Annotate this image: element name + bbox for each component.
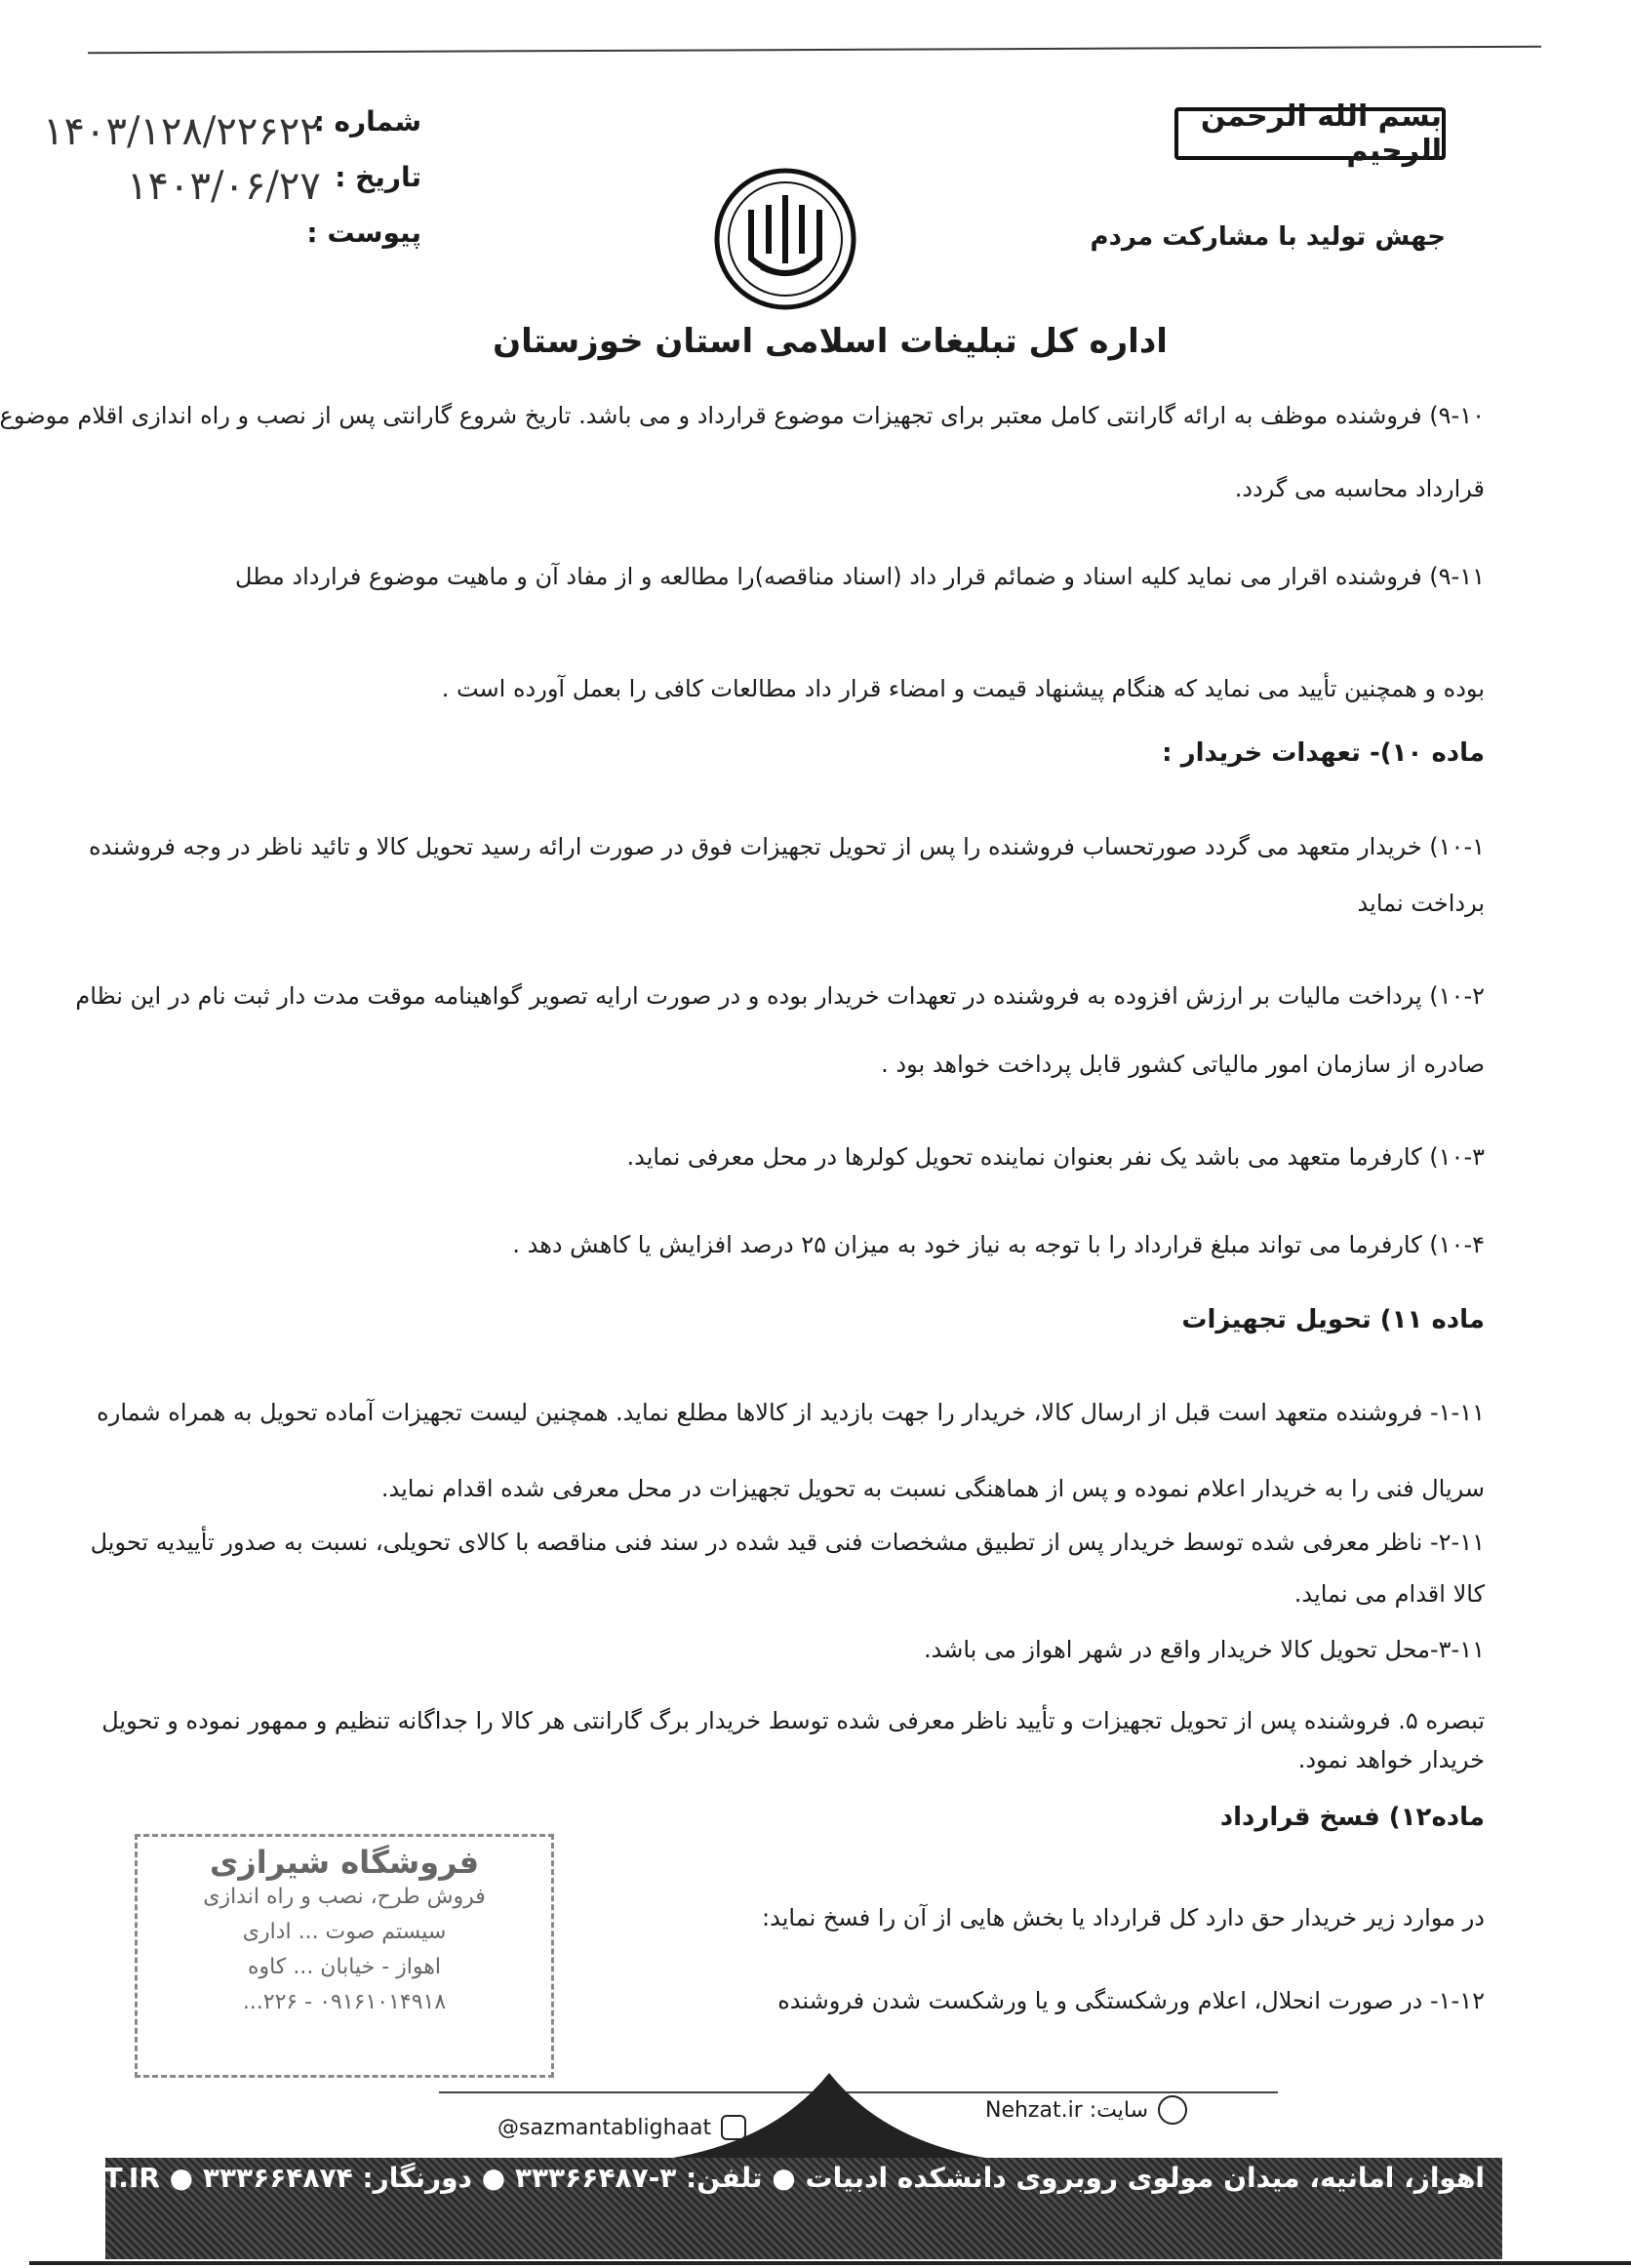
seller-stamp: [135, 1834, 554, 2078]
header-motto: جهش تولید با مشارکت مردم: [1090, 222, 1446, 252]
stamp-line: ۰۹۱۶۱۰۱۴۹۱۸ - ۲۲۶...: [242, 1990, 447, 2014]
article-11-title: ماده ۱۱) تحویل تجهیزات: [1181, 1305, 1485, 1334]
organization-title: اداره کل تبلیغات اسلامی استان خوزستان: [493, 322, 1168, 361]
globe-icon: [1158, 2095, 1187, 2125]
clause-11-3: ۳-۱۱-محل تحویل کالا خریدار واقع در شهر اهواز می باشد.: [923, 1636, 1485, 1663]
stamp-line: فروش طرح، نصب و راه اندازی: [203, 1885, 486, 1909]
clause-11-1-line1: ۱-۱۱- فروشنده متعهد است قبل از ارسال کالا، خریدار را جهت بازدید از کالاها مطلع نماید. همچنین لیست تجهیزات آماده تحویل به همراه شماره: [97, 1399, 1485, 1426]
header-rule: [88, 46, 1541, 55]
article-12-title: ماده۱۲) فسخ قرارداد: [1219, 1803, 1485, 1832]
clause-11-2-line1: ۲-۱۱- ناظر معرفی شده توسط خریدار پس از تطبیق مشخصات فنی قید شده در سند فنی مناقصه با کالای تحویلی، نسبت به صدور تأییدیه تحویل: [90, 1529, 1485, 1556]
clause-10-1-line1: ۱۰-۱) خریدار متعهد می گردد صورتحساب فروشنده را پس از تحویل تجهیزات فوق در صورت ارائه رسید تحویل کالا و تائید ناظر در وجه فروشنده: [89, 833, 1485, 860]
bismillah-calligraphy: بسم الله الرحمن الرحیم: [1174, 107, 1446, 160]
clause-9-11-line2: بوده و همچنین تأیید می نماید که هنگام پیشنهاد قیمت و امضاء قرار داد مطالعات کافی را بعمل آورده است .: [441, 675, 1485, 702]
note-5-line1: تبصره ۵. فروشنده پس از تحویل تجهیزات و تأیید ناظر معرفی شده توسط خریدار برگ گارانتی هر کالا را جداگانه تنظیم و ممهور نموده و تحویل: [101, 1707, 1485, 1734]
stamp-line: فروشگاه شیرازی: [209, 1844, 480, 1881]
date-label: تاریخ :: [335, 161, 421, 193]
note-5-line2: خریدار خواهد نمود.: [1297, 1746, 1485, 1773]
clause-12-1: ۱-۱۲- در صورت انحلال، اعلام ورشکستگی و یا ورشکست شدن فروشنده: [777, 1987, 1485, 2014]
clause-9-10-line1: ۹-۱۰) فروشنده موظف به ارائه گارانتی کامل معتبر برای تجهیزات موضوع قرارداد و می باشد. تاریخ شروع گارانتی پس از نصب و راه اندازی اقلام موضوع: [0, 402, 1485, 429]
clause-12-intro: در موارد زیر خریدار حق دارد کل قرارداد یا بخش هایی از آن را فسخ نماید:: [762, 1904, 1485, 1931]
stamp-line: اهواز - خیابان ... کاوه: [248, 1955, 441, 1979]
article-10-title: ماده ۱۰)- تعهدات خریدار :: [1162, 738, 1485, 768]
clause-10-2-line1: ۱۰-۲) پرداخت مالیات بر ارزش افزوده به فروشنده در تعهدات خریدار بوده و در صورت ارایه تصویر گواهینامه موقت مدت دار ثبت نام در این نظام: [75, 982, 1485, 1010]
page-bottom-edge: [29, 2261, 1631, 2265]
clause-9-10-line2: قرارداد محاسبه می گردد.: [1234, 475, 1485, 502]
date-handwritten: ۱۴۰۳/۰۶/۲۷: [127, 164, 321, 209]
stamp-line: سیستم صوت ... اداری: [242, 1920, 447, 1944]
clause-11-2-line2: کالا اقدام می نماید.: [1293, 1580, 1485, 1608]
instagram-handle: @sazmantablighaat: [497, 2115, 712, 2140]
clause-10-2-line2: صادره از سازمان امور مالیاتی کشور قابل پرداخت خواهد بود .: [881, 1051, 1485, 1078]
clause-10-4: ۱۰-۴) کارفرما می تواند مبلغ قرارداد را با توجه به نیاز خود به میزان ۲۵ درصد افزایش یا کاهش دهد .: [512, 1231, 1485, 1258]
clause-11-1-line2: سریال فنی را به خریدار اعلام نموده و پس از هماهنگی نسبت به تحویل تجهیزات در محل معرفی شده اقدام نماید.: [380, 1475, 1485, 1502]
footer-website[interactable]: [985, 2095, 1187, 2125]
number-label: شماره :: [313, 105, 421, 138]
organization-logo-icon: [712, 166, 858, 312]
footer-instagram[interactable]: [497, 2115, 746, 2140]
number-handwritten: ۱۴۰۳/۱۲۸/۲۲۶۲۲: [43, 109, 321, 154]
footer-address: اهواز، امانیه، میدان مولوی روبروی دانشکده ادبیات ● تلفن: ۳-۳۳۳۶۶۴۸۷ ● دورنگار: ۳۳۳۶۶۴۸۷۴ ● NEHZAT.IR: [0, 2162, 1485, 2194]
clause-9-11-line1: ۹-۱۱) فروشنده اقرار می نماید کلیه اسناد و ضمائم قرار داد (اسناد مناقصه)را مطالعه و از مفاد آن و ماهیت موضوع فرارداد مطل: [235, 563, 1485, 590]
clause-10-1-line2: برداخت نماید: [1357, 890, 1485, 917]
clause-10-3: ۱۰-۳) کارفرما متعهد می باشد یک نفر بعنوان نماینده تحویل کولرها در محل معرفی نماید.: [626, 1143, 1485, 1171]
website-text: سایت: Nehzat.ir: [985, 2097, 1149, 2123]
instagram-icon: [721, 2115, 746, 2140]
attachment-label: پیوست :: [306, 217, 421, 249]
